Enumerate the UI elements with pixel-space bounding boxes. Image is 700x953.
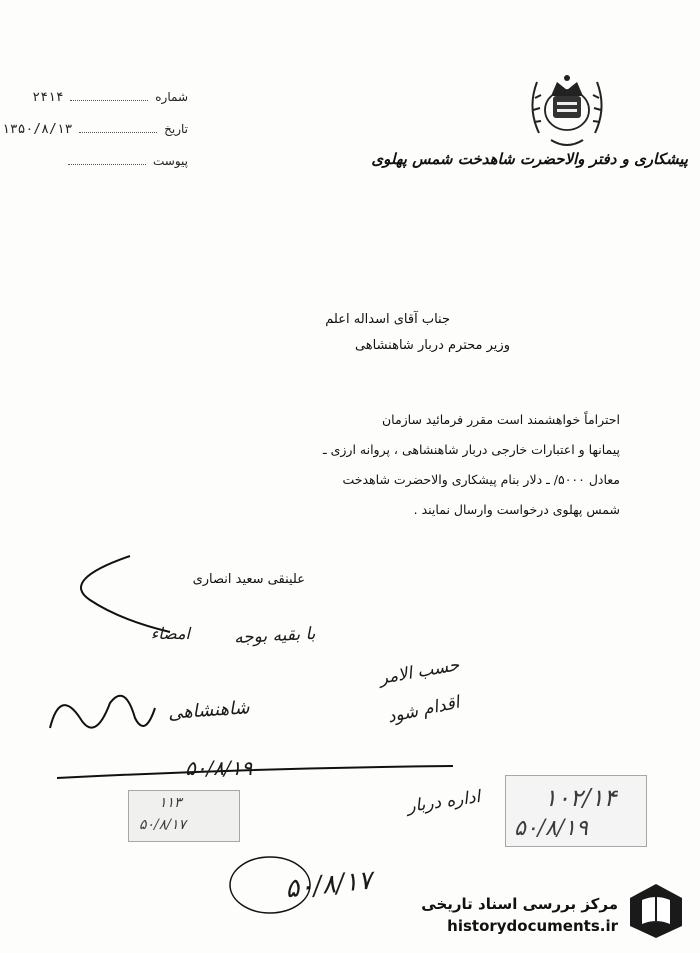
- date-dots: [79, 122, 157, 133]
- attachment-label: پیوست: [153, 154, 188, 168]
- handwritten-date-2: ۵۰/۸/۱۷: [283, 865, 374, 905]
- body-line-2: پیمانها و اعتبارات خارجی دربار شاهنشاهی ، پروانه ارزی ـ: [322, 442, 620, 457]
- handwritten-note-e: اقدام شود: [385, 692, 462, 728]
- stamp-box-2: [505, 775, 647, 847]
- handwritten-note-f: اداره دربار: [405, 786, 482, 818]
- stamp-box-1: [128, 790, 240, 842]
- stamp-number: ۱۱۳: [159, 795, 182, 811]
- handwritten-date-1: ۵۰/۸/۱۹: [185, 756, 253, 780]
- attachment-row: [65, 154, 188, 168]
- handwritten-note-b: امضاء: [150, 624, 190, 643]
- number-value: ۲۴۱۴: [32, 90, 64, 105]
- signatory-name: علینقی سعید انصاری: [192, 572, 305, 587]
- date-row: [2, 122, 188, 137]
- addressee-name: جناب آقای اسداله اعلم: [325, 312, 450, 327]
- addressee-title: وزیر محترم دربار شاهنشاهی: [354, 338, 510, 353]
- handwritten-note-d: حسب الامر: [378, 655, 462, 689]
- archive-logo-icon: [626, 880, 686, 942]
- handwritten-note-c: شاهنشاهی: [167, 697, 251, 724]
- divider-stroke: [55, 762, 455, 782]
- office-title: پیشکاری و دفتر والاحضرت شاهدخت شمس پهلوی: [371, 150, 688, 168]
- date-value: ۱۳۵۰/۸/۱۳: [2, 122, 73, 137]
- royal-emblem-icon: [521, 58, 613, 158]
- stamp2-number: ۱۰۲/۱۴: [544, 784, 617, 812]
- attachment-dots: [68, 154, 146, 165]
- number-row: [32, 90, 188, 105]
- body-line-1: احتراماً خواهشمند است مقرر فرمائید سازمان: [381, 412, 620, 427]
- handwritten-scribble-icon: [40, 688, 160, 748]
- footer-org-name: مرکز بررسی اسناد تاریخی: [421, 895, 618, 913]
- handwritten-note-a: با بقیه بوجه: [233, 623, 316, 649]
- circle-scribble-icon: [225, 850, 315, 920]
- number-dots: [70, 90, 148, 101]
- stamp-date: ۵۰/۸/۱۷: [139, 817, 187, 833]
- number-label: شماره: [155, 90, 188, 104]
- footer-website[interactable]: historydocuments.ir: [447, 917, 618, 935]
- date-label: تاریخ: [164, 122, 188, 136]
- body-line-3: معادل ۵۰۰۰/ ـ دلار بنام پیشکاری والاحضرت شاهدخت: [342, 472, 620, 487]
- stamp2-date: ۵۰/۸/۱۹: [514, 816, 588, 841]
- body-line-4: شمس پهلوی درخواست وارسال نمایند .: [413, 502, 620, 517]
